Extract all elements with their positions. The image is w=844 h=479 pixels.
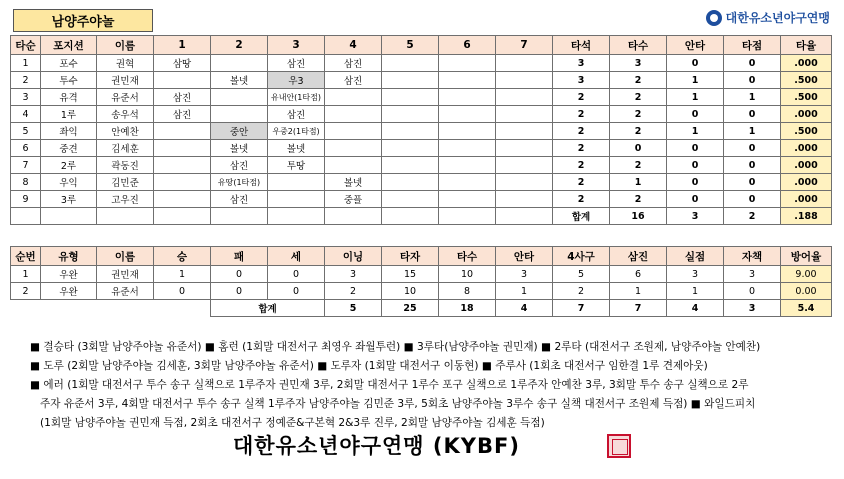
table-cell: 2 [553,106,610,123]
table-cell: 유격 [41,89,97,106]
column-header: 안타 [496,247,553,266]
inning-result [439,106,496,123]
table-cell: 10 [439,266,496,283]
inning-result [439,191,496,208]
table-cell: 8 [439,283,496,300]
inning-result [496,106,553,123]
table-cell: 1 [11,266,41,283]
table-cell: 유준서 [97,283,154,300]
table-cell: 1 [667,123,724,140]
table-cell: 4 [667,300,724,317]
table-cell: 2 [553,89,610,106]
team-average: .188 [781,208,832,225]
table-cell: 권혁 [97,55,154,72]
column-header: 4사구 [553,247,610,266]
inning-result [382,174,439,191]
table-cell: 3 [325,266,382,283]
empty-cell [382,208,439,225]
table-cell: 1 [724,123,781,140]
table-cell: 권민재 [97,72,154,89]
note-line: 주자 유준서 3루, 4회말 대전서구 투수 송구 실책 1루주자 남양주야놀 김민준 3루, 5회초 남양주야놀 3루수 송구 실책 대전서구 조원제 득점) ■ 와일드피치 [40,398,756,410]
inning-result: 유땅(1타점) [211,174,268,191]
column-header: 3 [268,36,325,55]
table-cell: 2 [325,283,382,300]
note-line: (1회말 남양주야놀 권민재 득점, 2회초 대전서구 정예준&구본혁 2&3루 진루, 2회말 남양주야놀 김세훈 득점) [40,417,545,429]
note-line: ■ 에러 (1회말 대전서구 투수 송구 실책으로 1루주자 권민재 3루, 2회말 대전서구 1루수 포구 실책으로 1루주자 안예찬 3루, 3회말 투수 송구 실책으로 2루 [30,379,749,391]
table-cell: 10 [382,283,439,300]
column-header: 타순 [11,36,41,55]
table-cell: 1 [667,89,724,106]
table-cell: 1 [667,283,724,300]
inning-result [325,89,382,106]
empty-cell [41,208,97,225]
column-header: 타율 [781,36,832,55]
table-cell: 1 [496,283,553,300]
table-cell: 0 [724,55,781,72]
batting-table [10,35,832,225]
table-cell: 2 [553,140,610,157]
column-header: 이름 [97,36,154,55]
table-cell: 15 [382,266,439,283]
table-cell: 2 [553,174,610,191]
column-header: 5 [382,36,439,55]
table-cell: 0 [724,191,781,208]
column-header: 4 [325,36,382,55]
table-cell: 0.00 [781,283,832,300]
table-cell: 3 [667,266,724,283]
column-header: 순번 [11,247,41,266]
batting-average: .000 [781,140,832,157]
table-cell: 1 [610,283,667,300]
table-cell: 2 [11,283,41,300]
inning-result: 중안 [211,123,268,140]
pitching-total-row [11,300,832,317]
batting-average: .500 [781,72,832,89]
table-row [11,72,832,89]
table-cell: 6 [11,140,41,157]
column-header: 타수 [439,247,496,266]
inning-result [211,55,268,72]
inning-result [439,140,496,157]
table-cell: 0 [724,283,781,300]
table-cell: 2 [724,208,781,225]
table-cell: 0 [268,266,325,283]
table-cell: 3 [496,266,553,283]
table-row [11,140,832,157]
inning-result [154,72,211,89]
inning-result [382,123,439,140]
table-cell: 우완 [41,266,97,283]
table-cell: 3루 [41,191,97,208]
inning-result [496,174,553,191]
empty-cell [496,208,553,225]
table-cell: 4 [11,106,41,123]
table-cell: 18 [439,300,496,317]
table-row [11,106,832,123]
table-row [11,266,832,283]
inning-result [496,89,553,106]
table-cell: 2 [610,106,667,123]
table-cell: 2루 [41,157,97,174]
table-row [11,174,832,191]
inning-result: 우중2(1타점) [268,123,325,140]
column-header: 자책 [724,247,781,266]
column-header: 타수 [610,36,667,55]
table-cell: 0 [724,72,781,89]
column-header: 포지션 [41,36,97,55]
batting-average: .000 [781,106,832,123]
table-cell: 투수 [41,72,97,89]
inning-result: 볼넷 [325,174,382,191]
column-header: 패 [211,247,268,266]
table-cell: 1 [724,89,781,106]
table-cell: 2 [610,72,667,89]
total-label: 합계 [211,300,325,317]
column-header: 7 [496,36,553,55]
column-header: 삼진 [610,247,667,266]
batting-header-row [11,36,832,55]
inning-result: 삼진 [154,106,211,123]
column-header: 타자 [382,247,439,266]
table-row [11,283,832,300]
inning-result: 볼넷 [268,140,325,157]
inning-result: 삼진 [268,106,325,123]
inning-result [382,106,439,123]
inning-result: 삼진 [211,191,268,208]
column-header: 이닝 [325,247,382,266]
league-logo-icon [706,10,722,26]
inning-result: 삼땅 [154,55,211,72]
table-cell: 0 [154,283,211,300]
column-header: 방어율 [781,247,832,266]
inning-result [211,106,268,123]
batting-average: .500 [781,123,832,140]
inning-result: 볼넷 [211,140,268,157]
table-cell: 0 [211,283,268,300]
table-cell: 3 [667,208,724,225]
inning-result: 유내안(1타점) [268,89,325,106]
table-cell: 0 [724,140,781,157]
table-cell: 0 [724,106,781,123]
table-cell: 25 [382,300,439,317]
batting-average: .000 [781,174,832,191]
table-cell: 1 [667,72,724,89]
inning-result: 중플 [325,191,382,208]
table-cell: 1 [610,174,667,191]
batting-total-row [11,208,832,225]
inning-result [268,174,325,191]
inning-result: 삼진 [211,157,268,174]
inning-result: 삼진 [268,55,325,72]
inning-result [382,72,439,89]
empty-cell [154,300,211,317]
inning-result [325,123,382,140]
column-header: 타석 [553,36,610,55]
table-cell: 1 [154,266,211,283]
inning-result [268,191,325,208]
note-line: ■ 도루 (2회말 남양주야놀 김세훈, 3회말 남양주야놀 유준서) ■ 도루자 (1회말 대전서구 이동현) ■ 주루사 (1회초 대전서구 임한결 1루 견제아웃) [30,360,708,372]
table-cell: 7 [11,157,41,174]
empty-cell [41,300,97,317]
table-row [11,191,832,208]
column-header: 1 [154,36,211,55]
inning-result [496,55,553,72]
table-cell: 0 [211,266,268,283]
inning-result [382,191,439,208]
table-cell: 4 [496,300,553,317]
table-cell: 0 [667,191,724,208]
table-cell: 0 [610,140,667,157]
table-cell: 우완 [41,283,97,300]
table-cell: 9 [11,191,41,208]
table-cell: 9.00 [781,266,832,283]
inning-result [496,72,553,89]
inning-result [325,106,382,123]
org-name: 대한유소년야구연맹 [725,11,830,25]
inning-result [439,72,496,89]
empty-cell [268,208,325,225]
table-cell: 곽동진 [97,157,154,174]
inning-result: 우3 [268,72,325,89]
column-header: 6 [439,36,496,55]
table-cell: 2 [553,123,610,140]
table-cell: 3 [610,55,667,72]
team-era: 5.4 [781,300,832,317]
batting-average: .000 [781,191,832,208]
inning-result [325,140,382,157]
table-cell: 송우석 [97,106,154,123]
table-cell: 김민준 [97,174,154,191]
table-cell: 3 [724,266,781,283]
inning-result [382,157,439,174]
empty-cell [325,208,382,225]
table-cell: 김세훈 [97,140,154,157]
column-header: 실점 [667,247,724,266]
inning-result [154,140,211,157]
inning-result [325,157,382,174]
table-cell: 0 [667,106,724,123]
table-cell: 2 [610,157,667,174]
column-header: 세 [268,247,325,266]
table-cell: 0 [724,174,781,191]
column-header: 이름 [97,247,154,266]
pitching-table [10,246,832,317]
column-header: 유형 [41,247,97,266]
inning-result [496,140,553,157]
table-row [11,157,832,174]
inning-result [439,123,496,140]
empty-cell [97,208,154,225]
inning-result [382,140,439,157]
table-cell: 5 [325,300,382,317]
table-cell: 2 [610,191,667,208]
table-cell: 16 [610,208,667,225]
inning-result [439,55,496,72]
table-cell: 0 [667,55,724,72]
table-cell: 권민재 [97,266,154,283]
team-name-label: 남양주야놀 [13,9,153,32]
empty-cell [97,300,154,317]
table-cell: 0 [667,174,724,191]
batting-average: .500 [781,89,832,106]
inning-result [154,157,211,174]
table-cell: 우익 [41,174,97,191]
inning-result [496,191,553,208]
column-header: 2 [211,36,268,55]
table-cell: 7 [610,300,667,317]
table-cell: 고우진 [97,191,154,208]
table-cell: 7 [553,300,610,317]
batting-average: .000 [781,55,832,72]
inning-result [439,174,496,191]
game-notes [30,338,838,433]
table-cell: 중견 [41,140,97,157]
footer-title: 대한유소년야구연맹 (KYBF) [233,434,520,458]
table-cell: 1루 [41,106,97,123]
table-row [11,55,832,72]
table-cell: 0 [724,157,781,174]
inning-result [154,123,211,140]
table-cell: 2 [553,283,610,300]
table-cell: 3 [553,55,610,72]
empty-cell [154,208,211,225]
table-cell: 2 [11,72,41,89]
empty-cell [11,300,41,317]
table-cell: 5 [553,266,610,283]
inning-result [496,157,553,174]
total-label: 합계 [553,208,610,225]
table-row [11,123,832,140]
column-header: 승 [154,247,211,266]
inning-result [439,157,496,174]
inning-result [382,89,439,106]
inning-result [211,89,268,106]
table-cell: 3 [11,89,41,106]
table-cell: 포수 [41,55,97,72]
table-cell: 안예찬 [97,123,154,140]
table-cell: 3 [724,300,781,317]
table-cell: 좌익 [41,123,97,140]
note-line: ■ 결승타 (3회말 남양주야놀 유준서) ■ 홈런 (1회말 대전서구 최영우 좌월투런) ■ 3루타(남양주야놀 권민재) ■ 2루타 (대전서구 조원제, 남양주야놀 안예찬) [30,341,761,353]
inning-result [382,55,439,72]
inning-result [496,123,553,140]
table-cell: 0 [667,157,724,174]
inning-result: 볼넷 [211,72,268,89]
table-cell: 2 [553,157,610,174]
table-cell: 8 [11,174,41,191]
pitching-header-row [11,247,832,266]
table-cell: 0 [268,283,325,300]
seal-stamp-icon [607,434,631,458]
batting-average: .000 [781,157,832,174]
table-cell: 1 [11,55,41,72]
inning-result: 삼진 [154,89,211,106]
table-cell: 0 [667,140,724,157]
org-header [706,9,830,26]
table-cell: 3 [553,72,610,89]
table-cell: 유준서 [97,89,154,106]
column-header: 안타 [667,36,724,55]
empty-cell [211,208,268,225]
table-cell: 6 [610,266,667,283]
table-row [11,89,832,106]
inning-result [154,191,211,208]
inning-result [154,174,211,191]
inning-result: 삼진 [325,72,382,89]
inning-result: 삼진 [325,55,382,72]
empty-cell [439,208,496,225]
empty-cell [11,208,41,225]
table-cell: 2 [553,191,610,208]
inning-result [439,89,496,106]
table-cell: 2 [610,89,667,106]
column-header: 타점 [724,36,781,55]
table-cell: 2 [610,123,667,140]
table-cell: 5 [11,123,41,140]
inning-result: 투땅 [268,157,325,174]
